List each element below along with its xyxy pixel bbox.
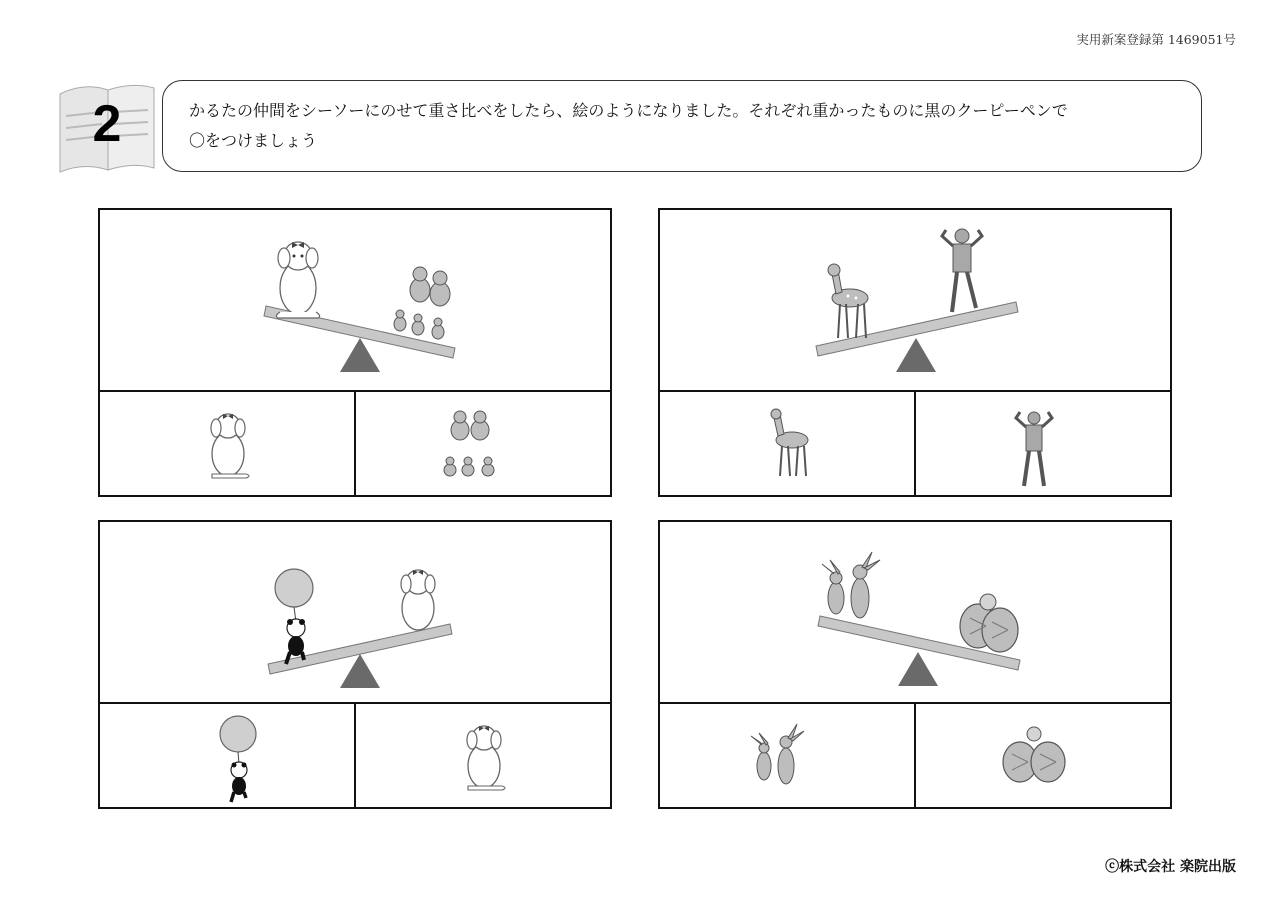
robot-hero-icon xyxy=(1016,412,1052,486)
seesaw-panel-1 xyxy=(98,208,612,497)
answer-cell-left[interactable] xyxy=(100,392,356,495)
seesaw-scene-1 xyxy=(100,210,610,392)
turtles-icon xyxy=(960,594,1018,652)
robot-hero-icon xyxy=(942,229,982,312)
deer-icon xyxy=(771,409,808,476)
seesaw-scene-3 xyxy=(100,522,610,704)
rabbits-icon xyxy=(822,552,880,618)
answer-cell-right[interactable] xyxy=(916,392,1170,495)
seesaw-panel-4 xyxy=(658,520,1172,809)
answer-cell-left[interactable] xyxy=(660,704,916,807)
copyright: ⓒ株式会社 楽院出版 xyxy=(1105,859,1236,875)
question-number: 2 xyxy=(92,95,122,153)
dog-icon xyxy=(401,570,435,630)
dog-icon xyxy=(467,726,505,790)
instruction-line-1: かるたの仲間をシーソーにのせて重さ比べをしたら、絵のようになりました。それぞれ重かったものに黒のクーピーペンで xyxy=(189,101,1068,120)
answer-cell-left[interactable] xyxy=(660,392,916,495)
patent-number: 実用新案登録第 1469051号 xyxy=(1076,32,1236,47)
answer-cell-left[interactable] xyxy=(100,704,356,807)
seesaw-scene-2 xyxy=(660,210,1170,392)
answer-cell-right[interactable] xyxy=(356,392,610,495)
dog-icon xyxy=(211,414,249,478)
question-number-badge xyxy=(56,76,156,176)
answer-cell-right[interactable] xyxy=(356,704,610,807)
instruction-box xyxy=(162,80,1202,172)
chicks-icon xyxy=(394,267,450,339)
turtles-icon xyxy=(1003,727,1065,782)
panda-balloon-icon xyxy=(275,569,313,664)
fulcrum-triangle xyxy=(340,654,380,688)
answer-row-3 xyxy=(100,704,610,807)
seesaw-scene-4 xyxy=(660,522,1170,704)
answer-row-1 xyxy=(100,392,610,495)
fulcrum-triangle xyxy=(898,652,938,686)
panda-balloon-icon xyxy=(220,716,256,802)
rabbits-icon xyxy=(751,724,804,784)
seesaw-panel-2 xyxy=(658,208,1172,497)
fulcrum-triangle xyxy=(340,338,380,372)
answer-cell-right[interactable] xyxy=(916,704,1170,807)
dog-icon xyxy=(276,242,319,318)
instruction-line-2: 〇をつけましょう xyxy=(189,131,318,150)
fulcrum-triangle xyxy=(896,338,936,372)
chicks-icon xyxy=(444,411,494,476)
answer-row-4 xyxy=(660,704,1170,807)
deer-icon xyxy=(828,264,868,338)
seesaw-panel-3 xyxy=(98,520,612,809)
answer-row-2 xyxy=(660,392,1170,495)
